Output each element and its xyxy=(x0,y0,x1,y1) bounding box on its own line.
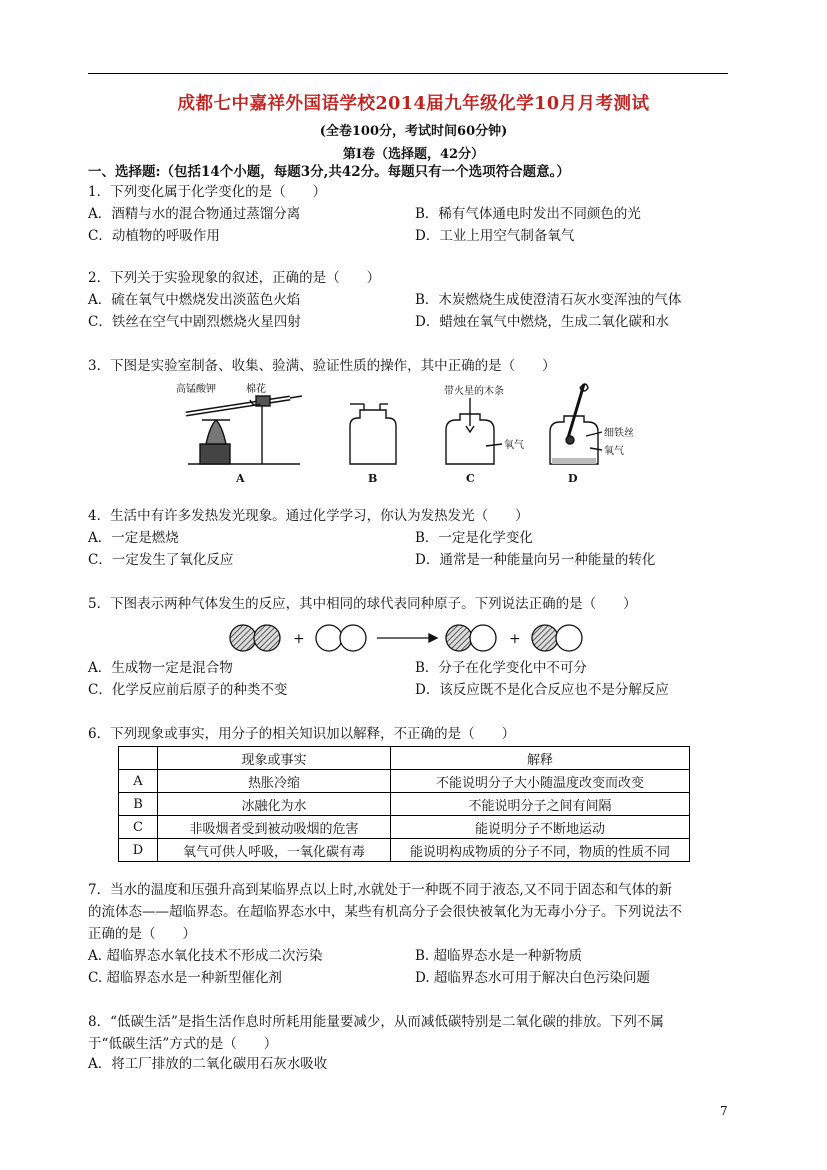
label-cotton: 棉花 xyxy=(246,384,266,395)
question-5-stem: 5．下图表示两种气体发生的反应，其中相同的球代表同种原子。下列说法正确的是（ ） xyxy=(88,596,637,612)
apparatus-b xyxy=(350,404,396,485)
atom-hatched xyxy=(230,625,256,651)
figure-label-b: B xyxy=(368,472,378,485)
table-row xyxy=(119,793,690,816)
explanation-table xyxy=(118,746,690,862)
apparatus-a xyxy=(176,382,302,485)
question-6-stem: 6．下列现象或事实，用分子的相关知识加以解释，不正确的是（ ） xyxy=(88,726,516,742)
q1-option-b: B．稀有气体通电时发出不同颜色的光 xyxy=(415,206,641,222)
atom-white xyxy=(470,625,496,651)
label-oxygen-d: 氧气 xyxy=(604,446,624,457)
table-header xyxy=(119,747,158,770)
figure-label-d: D xyxy=(568,472,578,485)
table-cell: 能说明构成物质的分子不同，物质的性质不同 xyxy=(391,839,690,862)
exam-subtitle: (全卷100分，考试时间60分钟) xyxy=(319,124,508,139)
table-cell: 不能说明分子大小随温度改变而改变 xyxy=(391,770,690,793)
q5-option-a: A．生成物一定是混合物 xyxy=(88,660,233,676)
table-row xyxy=(119,839,690,862)
table-cell: A xyxy=(119,770,158,793)
page-number: 7 xyxy=(720,1104,728,1118)
q1-option-a: A．酒精与水的混合物通过蒸馏分离 xyxy=(88,206,301,222)
table-cell: C xyxy=(119,816,158,839)
q4-option-b: B．一定是化学变化 xyxy=(415,530,533,546)
label-glowing-splint: 带火星的木条 xyxy=(444,386,504,397)
figure-label-c: C xyxy=(466,472,475,485)
table-header: 解释 xyxy=(391,747,690,770)
q7-option-b: B. 超临界态水是一种新物质 xyxy=(415,948,583,964)
atom-hatched xyxy=(446,625,472,651)
question-7-stem-line-3: 正确的是（ ） xyxy=(88,926,196,942)
plus-sign: + xyxy=(509,631,521,647)
q7-option-a: A. 超临界态水氧化技术不形成二次污染 xyxy=(88,948,323,964)
q5-option-c: C．化学反应前后原子的种类不变 xyxy=(88,682,288,698)
q7-option-d: D. 超临界态水可用于解决白色污染问题 xyxy=(415,970,650,986)
q5-option-d: D．该反应既不是化合反应也不是分解反应 xyxy=(415,682,669,698)
q4-option-c: C．一定发生了氧化反应 xyxy=(88,552,234,568)
question-3-stem: 3．下图是实验室制备、收集、验满、验证性质的操作，其中正确的是（ ） xyxy=(88,358,556,374)
q2-option-a: A．硫在氧气中燃烧发出淡蓝色火焰 xyxy=(88,292,301,308)
question-8-stem-line-1: 8．“低碳生活”是指生活作息时所耗用能量要减少，从而减低碳特别是二氧化碳的排放。下列不属 xyxy=(88,1014,664,1030)
part-heading: 第Ⅰ卷（选择题，42分） xyxy=(342,147,485,162)
q7-option-c: C. 超临界态水是一种新型催化剂 xyxy=(88,970,282,986)
table-cell: 热胀冷缩 xyxy=(158,770,391,793)
atom-white xyxy=(556,625,582,651)
molecule-reaction-figure xyxy=(225,620,595,656)
q4-option-a: A．一定是燃烧 xyxy=(88,530,179,546)
apparatus-c xyxy=(444,384,524,485)
question-1-stem: 1．下列变化属于化学变化的是（ ） xyxy=(88,184,327,200)
table-cell: B xyxy=(119,793,158,816)
question-4-stem: 4．生活中有许多发热发光现象。通过化学学习，你认为发热发光（ ） xyxy=(88,508,529,524)
section-heading: 一、选择题:（包括14个小题，每题3分,共42分。每题只有一个选项符合题意。） xyxy=(88,164,570,180)
atom-white xyxy=(340,625,366,651)
atom-hatched xyxy=(532,625,558,651)
question-7-stem-line-2: 的流体态——超临界态。在超临界态水中，某些有机高分子会很快被氧化为无毒小分子。下列说法不 xyxy=(88,904,682,920)
lab-apparatus-figure xyxy=(150,374,634,490)
apparatus-d xyxy=(550,384,634,485)
header-rule xyxy=(88,73,728,74)
q2-option-c: C．铁丝在空气中剧烈燃烧火星四射 xyxy=(88,314,301,330)
q8-option-a: A．将工厂排放的二氧化碳用石灰水吸收 xyxy=(88,1056,328,1072)
question-7-stem-line-1: 7．当水的温度和压强升高到某临界点以上时,水就处于一种既不同于液态,又不同于固态和气体的新 xyxy=(88,882,673,898)
q2-option-b: B．木炭燃烧生成使澄清石灰水变浑浊的气体 xyxy=(415,292,682,308)
table-row xyxy=(119,816,690,839)
q1-option-d: D．工业上用空气制备氧气 xyxy=(415,228,575,244)
table-header-row xyxy=(119,747,690,770)
table-cell: 能说明分子不断地运动 xyxy=(391,816,690,839)
atom-hatched xyxy=(254,625,280,651)
exam-title: 成都七中嘉祥外国语学校2014届九年级化学10月月考测试 xyxy=(177,94,650,114)
q2-option-d: D．蜡烛在氧气中燃烧，生成二氧化碳和水 xyxy=(415,314,669,330)
plus-sign: + xyxy=(293,631,305,647)
label-oxygen-c: 氧气 xyxy=(504,440,524,451)
q5-option-b: B．分子在化学变化中不可分 xyxy=(415,660,587,676)
label-iron-wire: 细铁丝 xyxy=(604,428,634,439)
figure-label-a: A xyxy=(236,472,245,485)
table-cell: 不能说明分子之间有间隔 xyxy=(391,793,690,816)
atom-white xyxy=(316,625,342,651)
table-row xyxy=(119,770,690,793)
table-cell: 冰融化为水 xyxy=(158,793,391,816)
question-2-stem: 2．下列关于实验现象的叙述，正确的是（ ） xyxy=(88,270,381,286)
table-cell: 非吸烟者受到被动吸烟的危害 xyxy=(158,816,391,839)
table-cell: D xyxy=(119,839,158,862)
q4-option-d: D．通常是一种能量向另一种能量的转化 xyxy=(415,552,656,568)
q1-option-c: C．动植物的呼吸作用 xyxy=(88,228,220,244)
question-8-stem-line-2: 于“低碳生活”方式的是（ ） xyxy=(88,1036,278,1052)
table-header: 现象或事实 xyxy=(158,747,391,770)
label-potassium-permanganate: 高锰酸钾 xyxy=(176,384,216,395)
table-cell: 氧气可供人呼吸，一氧化碳有毒 xyxy=(158,839,391,862)
